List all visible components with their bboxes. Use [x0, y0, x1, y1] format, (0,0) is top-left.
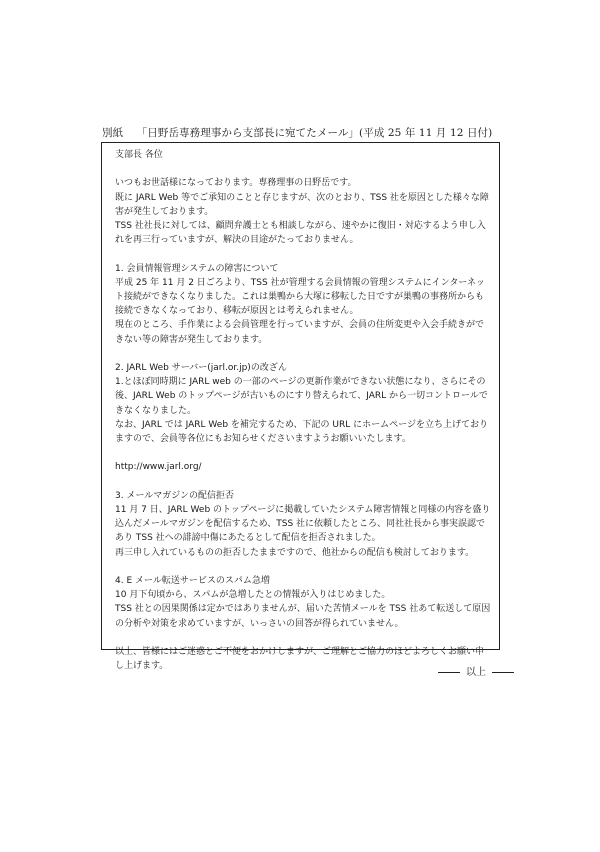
- section-paragraph: 11 月 7 日、JARL Web のトップページに掲載していたシステム障害情報と同様の内容を盛り込んだメールマガジンを配信するため、TSS 社に依頼したところ、同社社長から事実誤認であり TSS 社への誹謗中傷にあたるとして配信を拒否されました。: [115, 505, 491, 544]
- closing-paragraph: 以上、皆様にはご迷惑とご不便をおかけしますが、ご理解とご協力のほどよろしくお願い申し上げます。: [115, 647, 485, 672]
- document-header: [102, 125, 502, 140]
- section-paragraph: 平成 25 年 11 月 2 日ごろより、TSS 社が管理する会員情報の管理システムにインターネット接続ができなくなりました。これは巣鴨から大塚に移転した日ですが巣鴨の事務所からも接続できなくなっており、移転が原因とは考えられません。: [115, 277, 485, 317]
- section-title: 3. メールマガジンの配信拒否: [115, 490, 235, 501]
- section-paragraph: TSS 社との因果関係は定かではありませんが、届いた苦情メールを TSS 社あて転送して原因の分析や対策を求めていますが、いっさいの回答が得られていません。: [115, 604, 491, 629]
- section-title: 2. JARL Web サーバー(jarl.or.jp)の改ざん: [115, 363, 287, 373]
- end-mark: [432, 663, 520, 678]
- section-paragraph: 現在のところ、手作業による会員管理を行っていますが、会員の住所変更や入会手続きができない等の障害が発生しております。: [115, 320, 485, 345]
- section-title: 1. 会員情報管理システムの障害について: [115, 263, 279, 274]
- end-dash-right: [492, 672, 514, 673]
- section-paragraph: なお、JARL では JARL Web を補完するため、下記の URL にホームページを立ち上げておりますので、会員等各位にもお知らせくださいますようお願いいたします。: [115, 419, 488, 445]
- letter-body: [115, 148, 491, 673]
- section-paragraph: 再三申し入れているものの拒否したままですので、他社からの配信も検討しております。: [115, 547, 475, 558]
- end-mark-text: 以上: [466, 667, 486, 678]
- intro-line: いつもお世話様になっております。専務理事の日野岳です。: [115, 178, 357, 189]
- section-paragraph: 1.とほぼ同時期に JARL web の一部のページの更新作業ができない状態になり、さらにその後、JARL Web のトップページが古いものにすり替えられて、JARL から一切コントロールできなくなりました。: [115, 377, 488, 416]
- homepage-url: http://www.jarl.org/: [115, 462, 202, 473]
- end-dash-left: [438, 672, 460, 673]
- intro-line: 既に JARL Web 等でご承知のことと存じますが、次のとおり、TSS 社を原因とした様々な障害が発生しております。: [115, 192, 489, 217]
- document-title: 「日野岳専務理事から支部長に宛てたメール」(平成 25 年 11 月 12 日付): [136, 127, 493, 139]
- attachment-tag: 別紙: [102, 127, 124, 139]
- section-paragraph: 10 月下旬頃から、スパムが急増したとの情報が入りはじめました。: [115, 590, 391, 601]
- intro-line: TSS 社社長に対しては、顧問弁護士とも相談しながら、速やかに復旧・対応するよう申し入れを再三行っていますが、解決の目途がたっておりません。: [115, 221, 486, 246]
- salutation: 支部長 各位: [115, 150, 163, 160]
- section-title: 4. E メール転送サービスのスパム急増: [115, 576, 270, 586]
